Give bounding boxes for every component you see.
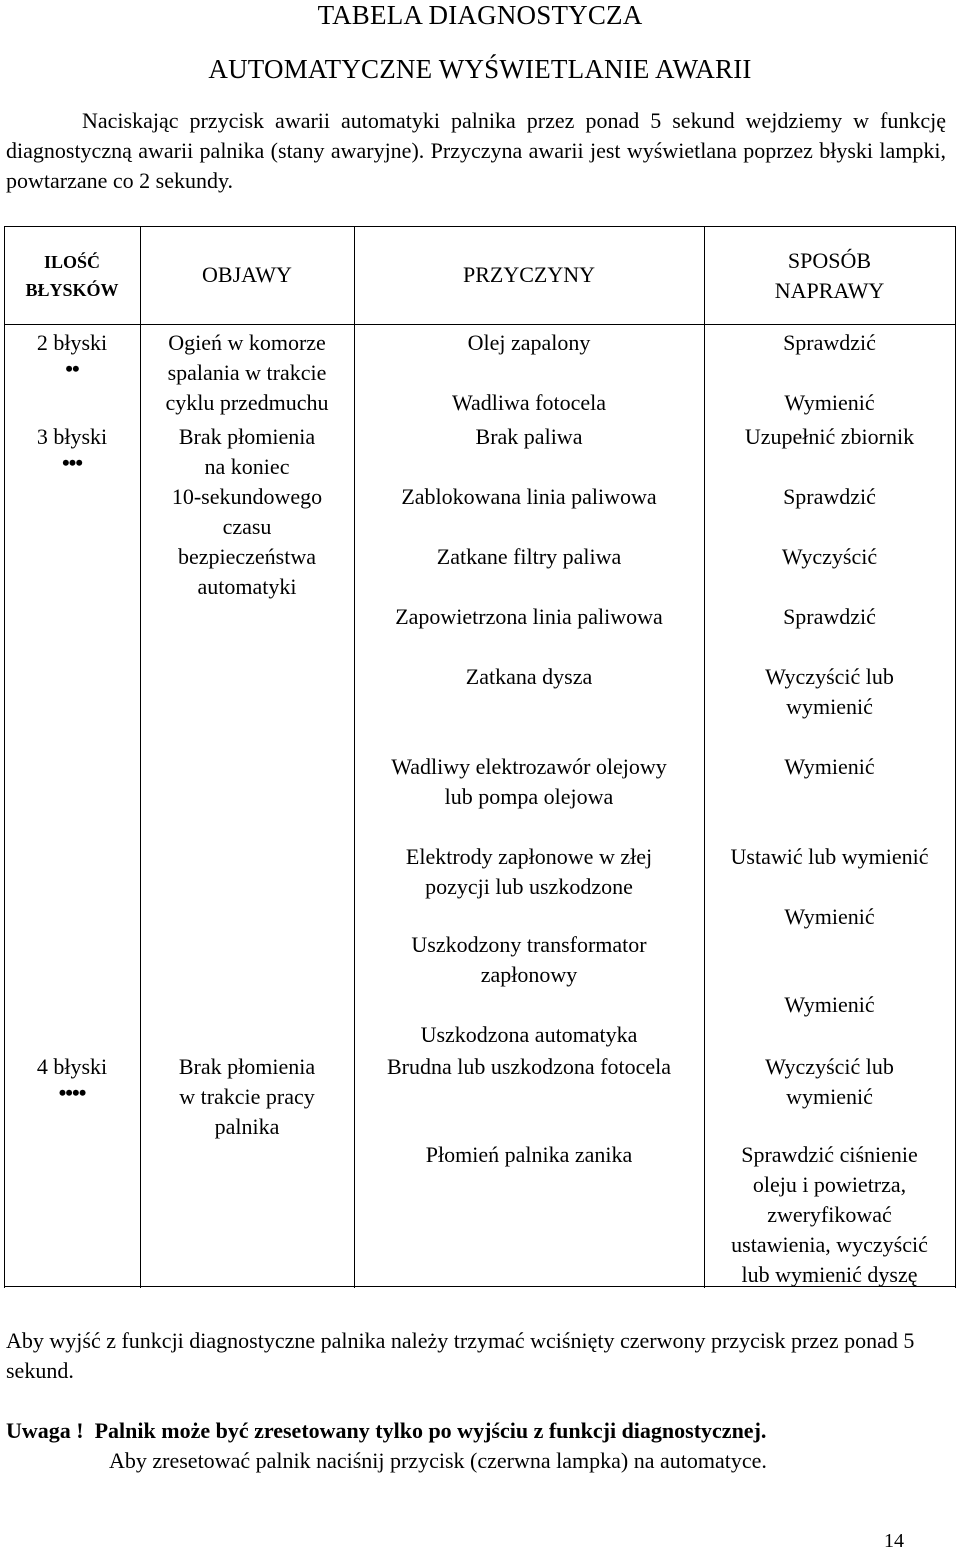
- cause-line: Wadliwy elektrozawór olejowy: [391, 754, 667, 779]
- fix-line: Sprawdzić ciśnienie: [741, 1142, 918, 1167]
- flash-count-label: 3 błyski: [36, 424, 108, 449]
- page-title: TABELA DIAGNOSTYCZA: [317, 0, 643, 30]
- fix-line: oleju i powietrza,: [752, 1172, 907, 1197]
- flash-dots: ••: [65, 356, 79, 381]
- warning-block: [6, 1416, 946, 1476]
- header-fix: [704, 246, 955, 306]
- row-4-symptom: [140, 1052, 354, 1142]
- cause-line: pozycji lub uszkodzone: [425, 874, 633, 899]
- warning-label: Uwaga !: [6, 1418, 84, 1443]
- fix-line: zweryfikować: [767, 1202, 892, 1227]
- cause-line: Elektrody zapłonowe w złej: [405, 844, 653, 869]
- symptom-line: automatyki: [197, 574, 297, 599]
- exit-note: Aby wyjść z funkcji diagnostyczne palnika należy trzymać wciśnięty czerwony przycisk przez ponad 5 sekund.: [6, 1328, 915, 1383]
- cause-item: [354, 752, 704, 812]
- header-count: [4, 248, 140, 304]
- fix-line: lub wymienić dyszę: [741, 1262, 918, 1287]
- warning-bold-text: Palnik może być zresetowany tylko po wyjściu z funkcji diagnostycznej.: [94, 1418, 767, 1443]
- flash-count-label: 4 błyski: [36, 1054, 108, 1079]
- symptom-line: palnika: [214, 1114, 280, 1139]
- cause-line: Uszkodzony transformator: [411, 932, 647, 957]
- intro-paragraph: Naciskając przycisk awarii automatyki palnika przez ponad 5 sekund wejdziemy w funkcję diagnostyczną awarii palnika (stany awaryjne). Przyczyna awarii jest wyświetlana poprzez błyski lampki, powtarzane co 2 sekundy.: [6, 108, 946, 193]
- fix-line: wymienić: [786, 1084, 873, 1109]
- row-3-symptom: [140, 422, 354, 602]
- cause-item: [354, 930, 704, 990]
- fix-item: Wymienić: [784, 904, 875, 929]
- fix-item: [704, 1052, 955, 1112]
- cause-item: Zatkana dysza: [465, 664, 593, 689]
- fix-item: Sprawdzić: [783, 330, 876, 355]
- cause-item: Uszkodzona automatyka: [420, 1022, 638, 1047]
- diagnostic-table: [4, 226, 956, 1288]
- fix-item: [704, 1140, 955, 1290]
- symptom-line: Brak płomienia: [178, 424, 316, 449]
- fix-line: Wyczyścić lub: [765, 664, 894, 689]
- fix-line: ustawienia, wyczyścić: [731, 1232, 928, 1257]
- flash-count-label: 2 błyski: [36, 330, 108, 355]
- cause-item: [354, 842, 704, 902]
- fix-item: Wymienić: [784, 390, 875, 415]
- row-2-symptom: [140, 328, 354, 418]
- cause-item: Zatkane filtry paliwa: [436, 544, 622, 569]
- cause-item: Olej zapalony: [467, 330, 591, 355]
- table-header-divider: [4, 324, 956, 325]
- fix-item: Wymienić: [784, 754, 875, 779]
- cause-item: Zapowietrzona linia paliwowa: [395, 604, 663, 629]
- cause-line: lub pompa olejowa: [444, 784, 614, 809]
- flash-dots: ••••: [58, 1080, 86, 1105]
- cause-item: Brak paliwa: [475, 424, 583, 449]
- symptom-line: bezpieczeństwa: [177, 544, 317, 569]
- page-subtitle: AUTOMATYCZNE WYŚWIETLANIE AWARII: [208, 54, 752, 84]
- cause-line: zapłonowy: [480, 962, 578, 987]
- fix-item: Sprawdzić: [783, 484, 876, 509]
- symptom-line: w trakcie pracy: [179, 1084, 315, 1109]
- table-border-right: [955, 226, 956, 1288]
- header-causes: PRZYCZYNY: [462, 262, 595, 287]
- page-number: 14: [884, 1530, 904, 1552]
- fix-item: Ustawić lub wymienić: [730, 844, 929, 869]
- row-3-count: [4, 422, 140, 474]
- fix-item: Sprawdzić: [783, 604, 876, 629]
- cause-item: Brudna lub uszkodzona fotocela: [386, 1054, 672, 1079]
- symptom-line: spalania w trakcie: [167, 360, 327, 385]
- cause-item: Zablokowana linia paliwowa: [401, 484, 657, 509]
- warning-text: Aby zresetować palnik naciśnij przycisk (czerwna lampka) na automatyce.: [109, 1448, 767, 1473]
- flash-dots: •••: [61, 450, 83, 475]
- header-fix-line1: SPOSÓB: [787, 248, 872, 273]
- header-symptoms: OBJAWY: [202, 262, 292, 287]
- fix-item: [704, 662, 955, 722]
- fix-item: Wyczyścić: [781, 544, 878, 569]
- symptom-line: cyklu przedmuchu: [165, 390, 329, 415]
- table-border-top: [4, 226, 956, 227]
- table-border-left: [4, 226, 5, 1288]
- symptom-line: Brak płomienia: [178, 1054, 316, 1079]
- cause-item: Wadliwa fotocela: [452, 390, 606, 415]
- symptom-line: czasu: [222, 514, 272, 539]
- row-4-count: [4, 1052, 140, 1104]
- fix-item: Wymienić: [784, 992, 875, 1017]
- symptom-line: 10-sekundowego: [171, 484, 323, 509]
- fix-line: Wyczyścić lub: [765, 1054, 894, 1079]
- header-fix-line2: NAPRAWY: [774, 278, 885, 303]
- cause-item: Płomień palnika zanika: [425, 1142, 633, 1167]
- fix-line: wymienić: [786, 694, 873, 719]
- symptom-line: Ogień w komorze: [168, 330, 326, 355]
- symptom-line: na koniec: [204, 454, 290, 479]
- fix-item: Uzupełnić zbiornik: [744, 424, 915, 449]
- header-count-line2: BŁYSKÓW: [25, 280, 119, 300]
- header-count-line1: ILOŚĆ: [43, 252, 101, 272]
- row-2-count: [4, 328, 140, 380]
